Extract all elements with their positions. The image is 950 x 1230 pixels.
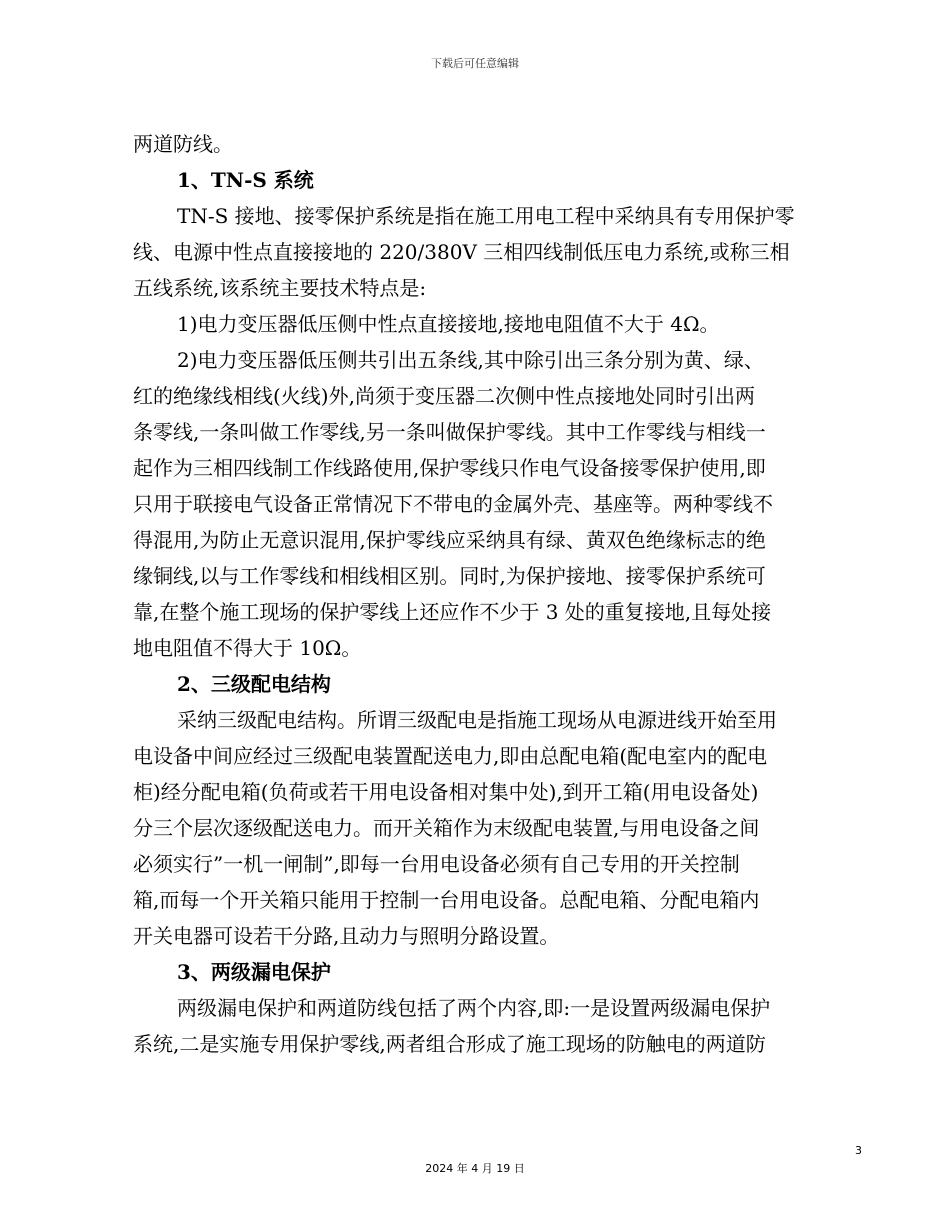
- section-heading-tn-s: 1、TN-S 系统: [177, 168, 314, 192]
- text-line: 两级漏电保护和两道防线包括了两个内容,即:一是设置两级漏电保护: [177, 996, 771, 1020]
- text-line: 只用于联接电气设备正常情况下不带电的金属外壳、基座等。两种零线不: [133, 492, 773, 516]
- text-line: 红的绝缘线相线(火线)外,尚须于变压器二次侧中性点接地处同时引出两: [133, 384, 755, 408]
- text-line: 得混用,为防止无意识混用,保护零线应采纳具有绿、黄双色绝缘标志的绝: [133, 528, 766, 552]
- text-line: 2)电力变压器低压侧共引出五条线,其中除引出三条分别为黄、绿、: [177, 348, 764, 372]
- section-heading-two-level-leakage-protection: 3、两级漏电保护: [177, 960, 331, 984]
- text-line: 系统,二是实施专用保护零线,两者组合形成了施工现场的防触电的两道防: [133, 1032, 766, 1056]
- section-heading-three-level-distribution: 2、三级配电结构: [177, 672, 331, 696]
- text-line: 柜)经分配电箱(负荷或若干用电设备相对集中处),到开工箱(用电设备处): [133, 780, 759, 804]
- text-line: 电设备中间应经过三级配电装置配送电力,即由总配电箱(配电室内的配电: [133, 744, 768, 768]
- text-line: TN-S 接地、接零保护系统是指在施工用电工程中采纳具有专用保护零: [177, 204, 795, 228]
- page-footer-date: 2024 年 4 月 19 日: [425, 1162, 525, 1175]
- document-body: [133, 126, 860, 1062]
- text-line: 起作为三相四线制工作线路使用,保护零线只作电气设备接零保护使用,即: [133, 456, 766, 480]
- text-line: 箱,而每一个开关箱只能用于控制一台用电设备。总配电箱、分配电箱内: [133, 888, 760, 912]
- text-line: 开关电器可设若干分路,且动力与照明分路设置。: [133, 924, 560, 948]
- page-header: 下载后可任意编辑: [431, 57, 519, 70]
- text-line: 缘铜线,以与工作零线和相线相区别。同时,为保护接地、接零保护系统可: [133, 564, 766, 588]
- text-line: 两道防线。: [133, 132, 233, 156]
- text-line: 1)电力变压器低压侧中性点直接接地,接地电阻值不大于 4Ω。: [177, 312, 720, 336]
- text-line: 靠,在整个施工现场的保护零线上还应作不少于 3 处的重复接地,且每处接: [133, 600, 772, 624]
- text-line: 地电阻值不得大于 10Ω。: [133, 636, 362, 660]
- page-number: 3: [855, 1144, 862, 1157]
- text-line: 分三个层次逐级配送电力。而开关箱作为末级配电装置,与用电设备之间: [133, 816, 760, 840]
- text-line: 条零线,一条叫做工作零线,另一条叫做保护零线。其中工作零线与相线一: [133, 420, 766, 444]
- text-line: 必须实行”一机一闸制”,即每一台用电设备必须有自己专用的开关控制: [133, 852, 740, 876]
- text-line: 五线系统,该系统主要技术特点是:: [133, 276, 427, 300]
- text-line: 线、电源中性点直接接地的 220/380V 三相四线制低压电力系统,或称三相: [133, 240, 790, 264]
- text-line: 采纳三级配电结构。所谓三级配电是指施工现场从电源进线开始至用: [177, 708, 777, 732]
